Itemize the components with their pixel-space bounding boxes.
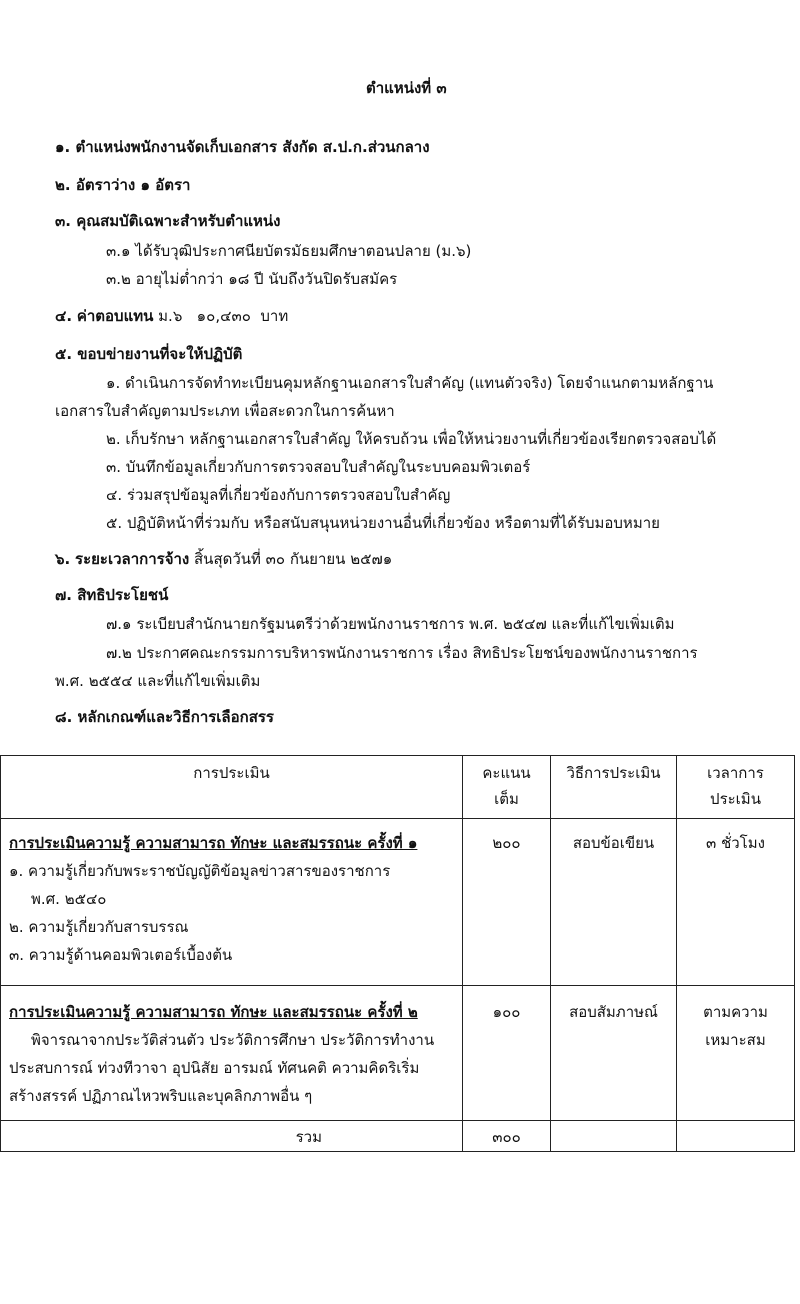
qualification-item-1: ๓.๑ ได้รับวุฒิประกาศนียบัตรมัธยมศึกษาตอนปลาย (ม.๖) xyxy=(106,242,472,260)
section-5-text: ขอบข่ายงานที่จะให้ปฏิบัติ xyxy=(77,345,243,363)
duty-item-3: ๓. บันทึกข้อมูลเกี่ยวกับการตรวจสอบใบสำคัญในระบบคอมพิวเตอร์ xyxy=(106,458,531,476)
section-6 xyxy=(55,549,392,569)
qualification-item-2: ๓.๒ อายุไม่ต่ำกว่า ๑๘ ปี นับถึงวันปิดรับสมัคร xyxy=(106,270,398,288)
benefit-item-1: ๗.๑ ระเบียบสำนักนายกรัฐมนตรีว่าด้วยพนักงานราชการ พ.ศ. ๒๕๔๗ และที่แก้ไขเพิ่มเติม xyxy=(106,615,675,633)
row-1-line-4: ๓. ความรู้ด้านคอมพิวเตอร์เบื้องต้น xyxy=(9,946,233,964)
table-row xyxy=(1,986,795,1121)
section-3-number: ๓. xyxy=(55,212,71,230)
header-score-line-1: คะแนน xyxy=(482,764,531,782)
row-2-line-3: สร้างสรรค์ ปฏิภาณไหวพริบและบุคลิกภาพอื่น ๆ xyxy=(9,1087,313,1105)
row-1-time: ๓ ชั่วโมง xyxy=(677,819,795,986)
section-2-text: อัตราว่าง ๑ อัตรา xyxy=(75,176,191,194)
benefit-item-2-line-1: ๗.๒ ประกาศคณะกรรมการบริหารพนักงานราชการ เรื่อง สิทธิประโยชน์ของพนักงานราชการ xyxy=(106,644,698,662)
page-title: ตำแหน่งที่ ๓ xyxy=(366,79,447,97)
section-7-number: ๗. xyxy=(55,586,72,604)
section-4 xyxy=(55,306,288,326)
row-2-score: ๑๐๐ xyxy=(463,986,551,1121)
section-1-number: ๑. xyxy=(55,138,71,156)
section-3-heading xyxy=(55,211,281,231)
row-1-line-2: พ.ศ. ๒๕๔๐ xyxy=(31,890,107,908)
header-score-line-2: เต็ม xyxy=(494,790,519,808)
header-assessment: การประเมิน xyxy=(1,756,463,819)
section-6-value: สิ้นสุดวันที่ ๓๐ กันยายน ๒๕๗๑ xyxy=(194,550,393,568)
row-1-score: ๒๐๐ xyxy=(463,819,551,986)
header-method: วิธีการประเมิน xyxy=(551,756,677,819)
row-2-time: ตามความ เหมาะสม xyxy=(677,986,795,1121)
duty-item-4: ๔. ร่วมสรุปข้อมูลที่เกี่ยวข้องกับการตรวจสอบใบสำคัญ xyxy=(106,486,451,504)
duty-item-5: ๕. ปฏิบัติหน้าที่ร่วมกับ หรือสนับสนุนหน่วยงานอื่นที่เกี่ยวข้อง หรือตามที่ได้รับมอบหมาย xyxy=(106,514,660,532)
duty-item-1-line-2: เอกสารใบสำคัญตามประเภท เพื่อสะดวกในการค้นหา xyxy=(55,402,395,420)
section-3-text: คุณสมบัติเฉพาะสำหรับตำแหน่ง xyxy=(76,212,281,230)
row-1-line-1: ๑. ความรู้เกี่ยวกับพระราชบัญญัติข้อมูลข่าวสารของราชการ xyxy=(9,862,391,880)
row-2-title: การประเมินความรู้ ความสามารถ ทักษะ และสมรรถนะ ครั้งที่ ๒ xyxy=(9,1003,418,1021)
section-4-label: ค่าตอบแทน xyxy=(76,307,154,325)
header-score xyxy=(463,756,551,819)
table-total-row xyxy=(1,1121,795,1152)
section-4-value: ม.๖ ๑๐,๔๓๐ บาท xyxy=(158,307,289,325)
section-7-heading xyxy=(55,585,168,605)
section-5-number: ๕. xyxy=(55,345,73,363)
table-row xyxy=(1,819,795,986)
row-1-assessment xyxy=(1,819,463,986)
row-1-title: การประเมินความรู้ ความสามารถ ทักษะ และสมรรถนะ ครั้งที่ ๑ xyxy=(9,834,418,852)
duty-item-2: ๒. เก็บรักษา หลักฐานเอกสารใบสำคัญ ให้ครบถ้วน เพื่อให้หน่วยงานที่เกี่ยวข้องเรียกตรวจสอบได้ xyxy=(106,430,717,448)
table-header-row xyxy=(1,756,795,819)
section-1-text: ตำแหน่งพนักงานจัดเก็บเอกสาร สังกัด ส.ป.ก.ส่วนกลาง xyxy=(75,138,430,156)
row-2-line-1: พิจารณาจากประวัติส่วนตัว ประวัติการศึกษา ประวัติการทำงาน xyxy=(31,1031,435,1049)
duty-item-1-line-1: ๑. ดำเนินการจัดทำทะเบียนคุมหลักฐานเอกสารใบสำคัญ (แทนตัวจริง) โดยจำแนกตามหลักฐาน xyxy=(106,374,714,392)
section-2-number: ๒. xyxy=(55,176,71,194)
section-8-number: ๘. xyxy=(55,708,73,726)
row-2-line-2: ประสบการณ์ ท่วงทีวาจา อุปนิสัย อารมณ์ ทัศนคติ ความคิดริเริ่ม xyxy=(9,1059,420,1077)
row-1-method: สอบข้อเขียน xyxy=(551,819,677,986)
section-1 xyxy=(55,137,430,157)
row-1-line-3: ๒. ความรู้เกี่ยวกับสารบรรณ xyxy=(9,918,189,936)
header-time xyxy=(677,756,795,819)
section-5-heading xyxy=(55,344,242,364)
header-time-line-2: ประเมิน xyxy=(710,790,761,808)
benefit-item-2-line-2: พ.ศ. ๒๕๕๔ และที่แก้ไขเพิ่มเติม xyxy=(55,672,261,690)
assessment-table xyxy=(0,755,795,1152)
section-6-number: ๖. xyxy=(55,550,71,568)
row-2-method: สอบสัมภาษณ์ xyxy=(551,986,677,1121)
total-score: ๓๐๐ xyxy=(463,1121,551,1152)
section-2 xyxy=(55,175,190,195)
header-time-line-1: เวลาการ xyxy=(707,764,764,782)
section-6-label: ระยะเวลาการจ้าง xyxy=(75,550,190,568)
section-8-heading xyxy=(55,707,274,727)
section-4-number: ๔. xyxy=(55,307,73,325)
section-7-text: สิทธิประโยชน์ xyxy=(77,586,169,604)
total-label: รวม xyxy=(1,1121,463,1152)
row-2-assessment xyxy=(1,986,463,1121)
section-8-text: หลักเกณฑ์และวิธีการเลือกสรร xyxy=(77,708,274,726)
